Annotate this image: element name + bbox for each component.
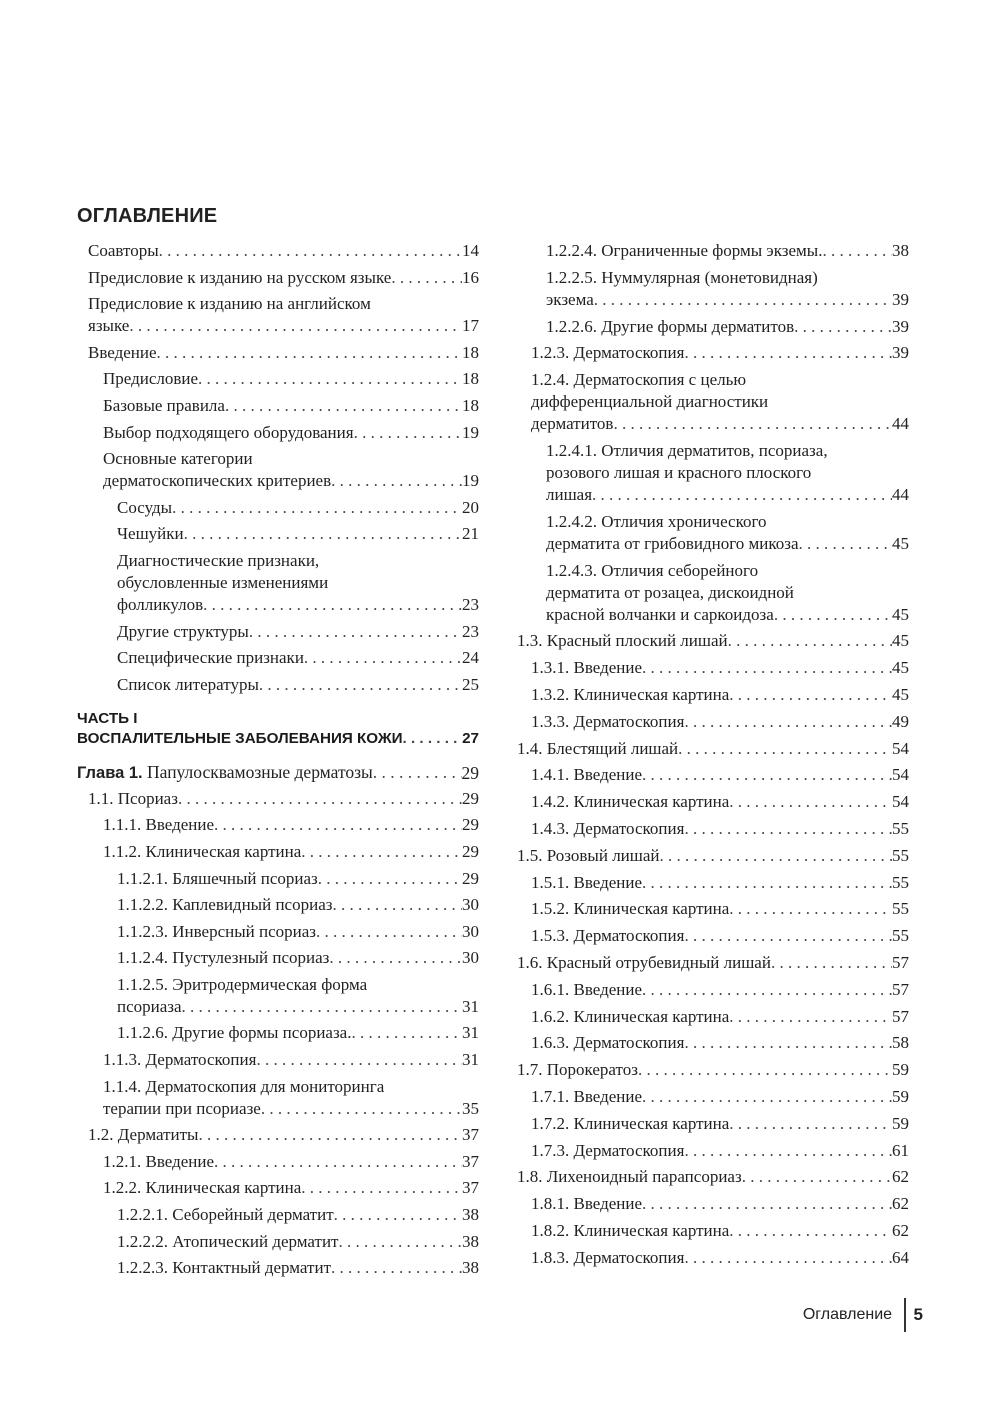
page-ref: 27	[462, 729, 479, 747]
dot-leader	[613, 413, 892, 435]
chapter-label: Глава 1.	[77, 763, 143, 782]
entry-title: лишая	[546, 484, 593, 504]
page-ref: 31	[462, 1023, 479, 1043]
entry-title: 1.2.4. Дерматоскопия с целью	[531, 370, 747, 390]
page-ref: 38	[462, 1205, 479, 1225]
dot-leader	[304, 647, 462, 669]
entry-title: 1.1.1. Введение	[103, 815, 215, 835]
toc-entry[interactable]	[77, 868, 479, 890]
entry-title: псориаза	[117, 996, 182, 1016]
entry-title: 1.8. Лихеноидный парапсориаз	[517, 1167, 742, 1187]
dot-leader	[729, 1006, 892, 1028]
dot-leader	[642, 764, 892, 786]
entry-title: 1.2.2.1. Себорейный дерматит	[117, 1205, 334, 1225]
entry-title: 1.8.2. Клиническая картина	[531, 1220, 730, 1240]
page-ref: 37	[462, 1178, 479, 1198]
entry-title: 1.6.2. Клиническая картина	[531, 1006, 730, 1026]
entry-title: 1.5.3. Дерматоскопия	[531, 926, 685, 946]
toc-entry[interactable]	[517, 240, 909, 262]
entry-title: Предисловие	[103, 369, 199, 389]
entry-title: терапии при псориазе	[103, 1098, 261, 1118]
toc-entry[interactable]	[77, 1204, 479, 1226]
dot-leader	[642, 1193, 892, 1215]
toc-entry[interactable]	[77, 947, 479, 969]
page-ref: 38	[462, 1258, 479, 1278]
toc-entry[interactable]	[517, 316, 909, 338]
page-ref: 18	[462, 342, 479, 362]
toc-column-right	[517, 240, 909, 1274]
entry-title: 1.7.1. Введение	[531, 1086, 643, 1106]
toc-entry[interactable]	[77, 293, 479, 337]
running-footer	[803, 1298, 923, 1332]
toc-entry[interactable]	[77, 342, 479, 364]
dot-leader	[660, 845, 892, 867]
entry-title: Предисловие к изданию на английском	[88, 294, 371, 314]
page-ref: 23	[462, 594, 479, 614]
dot-leader	[729, 791, 892, 813]
toc-entry[interactable]	[517, 764, 909, 786]
dot-leader	[742, 1166, 892, 1188]
toc-entry[interactable]	[77, 1257, 479, 1279]
dot-leader	[182, 996, 462, 1018]
toc-entry[interactable]	[77, 497, 479, 519]
toc-entry[interactable]	[517, 342, 909, 364]
entry-title: фолликулов	[117, 594, 204, 614]
toc-entry[interactable]	[77, 788, 479, 810]
dot-leader	[642, 872, 892, 894]
entry-title: Чешуйки	[117, 524, 184, 544]
toc-entry[interactable]	[517, 1140, 909, 1162]
entry-title: 1.2.2.2. Атопический дерматит	[117, 1231, 339, 1251]
dot-leader	[678, 738, 892, 760]
page-ref: 49	[892, 711, 909, 731]
chapter-title: Папулосквамозные дерматозы	[147, 761, 373, 782]
entry-title: 1.1.3. Дерматоскопия	[103, 1050, 257, 1070]
entry-title: 1.2.2. Клиническая картина	[103, 1178, 302, 1198]
part-title-line: ЧАСТЬ I	[77, 709, 138, 727]
page-ref: 54	[892, 738, 909, 758]
dot-leader	[259, 674, 462, 696]
dot-leader	[684, 925, 892, 947]
footer-label: Оглавление	[802, 1306, 893, 1323]
dot-leader	[391, 267, 462, 289]
page-ref: 54	[892, 792, 909, 812]
page-ref: 54	[892, 765, 909, 785]
entry-title: 1.4.1. Введение	[531, 765, 643, 785]
entry-title: 1.2.4.3. Отличия себорейного	[546, 560, 759, 580]
dot-leader	[794, 316, 892, 338]
dot-leader	[642, 1086, 892, 1108]
page-ref: 59	[892, 1086, 909, 1106]
page-ref: 18	[462, 395, 479, 415]
entry-title: 1.7. Порокератоз	[517, 1060, 638, 1080]
toc-entry[interactable]	[517, 1220, 909, 1242]
entry-title: обусловленные изменениями	[117, 572, 329, 592]
dot-leader	[354, 422, 462, 444]
dot-leader	[178, 788, 462, 810]
toc-entry[interactable]	[517, 267, 909, 311]
toc-entry[interactable]	[517, 1032, 909, 1054]
page-ref: 61	[892, 1140, 909, 1160]
toc-entry[interactable]	[517, 440, 909, 506]
toc-entry[interactable]	[517, 925, 909, 947]
page-ref: 25	[462, 674, 479, 694]
dot-leader	[642, 979, 892, 1001]
toc-entry[interactable]	[517, 560, 909, 626]
dot-leader	[642, 657, 892, 679]
page-ref: 58	[892, 1033, 909, 1053]
page-ref: 31	[462, 1050, 479, 1070]
entry-title: 1.8.3. Дерматоскопия	[531, 1247, 685, 1267]
entry-title: 1.4.2. Клиническая картина	[531, 792, 730, 812]
dot-leader	[214, 814, 462, 836]
dot-leader	[684, 1032, 892, 1054]
page-ref: 37	[462, 1125, 479, 1145]
toc-entry[interactable]	[77, 974, 479, 1018]
toc-entry[interactable]	[517, 898, 909, 920]
toc-entry[interactable]	[517, 1113, 909, 1135]
dot-leader	[351, 1022, 462, 1044]
entry-title: дерматита от грибовидного микоза	[546, 533, 799, 553]
dot-leader	[301, 1177, 462, 1199]
entry-title: 1.3.1. Введение	[531, 658, 643, 678]
page-ref: 20	[462, 497, 479, 517]
page-ref: 62	[892, 1167, 909, 1187]
dot-leader	[684, 342, 892, 364]
entry-title: 1.4.3. Дерматоскопия	[531, 818, 685, 838]
toc-entry[interactable]	[517, 1059, 909, 1081]
toc-entry[interactable]	[77, 1076, 479, 1120]
page-ref: 62	[892, 1220, 909, 1240]
entry-title: 1.1.2.6. Другие формы псориаза.	[117, 1023, 352, 1043]
entry-title: Список литературы	[117, 674, 259, 694]
page-ref: 19	[462, 422, 479, 442]
toc-entry[interactable]	[517, 684, 909, 706]
toc-entry[interactable]	[517, 1086, 909, 1108]
page-ref: 45	[892, 631, 909, 651]
page-ref: 45	[892, 533, 909, 553]
dot-leader	[331, 470, 462, 492]
dot-leader	[799, 533, 892, 555]
entry-title: 1.5.2. Клиническая картина	[531, 899, 730, 919]
dot-leader	[318, 868, 462, 890]
dot-leader	[332, 894, 462, 916]
page-ref: 55	[892, 872, 909, 892]
page-ref: 21	[462, 524, 479, 544]
entry-title: 1.6. Красный отрубевидный лишай	[517, 952, 771, 972]
entry-title: языке	[88, 316, 130, 336]
page-ref: 23	[462, 621, 479, 641]
page-ref: 16	[462, 267, 479, 287]
toc-entry[interactable]	[517, 1247, 909, 1269]
toc-entry[interactable]	[77, 422, 479, 444]
dot-leader	[159, 240, 462, 262]
toc-entry[interactable]	[517, 1193, 909, 1215]
toc-entry[interactable]	[517, 369, 909, 435]
entry-title: 1.7.3. Дерматоскопия	[531, 1140, 685, 1160]
entry-title: 1.2.2.4. Ограниченные формы экземы.	[546, 241, 823, 260]
page-ref: 38	[462, 1231, 479, 1251]
toc-entry[interactable]	[77, 1022, 479, 1044]
dot-leader	[329, 947, 462, 969]
entry-title: 1.5. Розовый лишай	[517, 845, 660, 865]
page-ref: 39	[892, 343, 909, 363]
page-ref: 37	[462, 1151, 479, 1171]
entry-title: 1.2.2.3. Контактный дерматит	[117, 1258, 331, 1278]
dot-leader	[774, 604, 892, 626]
entry-title: 1.8.1. Введение	[531, 1194, 643, 1214]
toc-entry[interactable]	[77, 550, 479, 616]
entry-title: Базовые правила	[103, 395, 225, 415]
entry-title: дерматоскопических критериев	[103, 471, 332, 491]
dot-leader	[594, 289, 892, 311]
entry-title: Другие структуры	[117, 621, 249, 641]
toc-entry[interactable]	[77, 1151, 479, 1173]
page-ref: 35	[462, 1098, 479, 1118]
toc-entry[interactable]	[517, 952, 909, 974]
entry-title: 1.1.2.5. Эритродермическая форма	[117, 974, 368, 994]
page-ref: 59	[892, 1113, 909, 1133]
entry-title: дерматита от розацеа, дискоидной	[546, 582, 794, 602]
page-ref: 55	[892, 845, 909, 865]
entry-title: экзема	[546, 289, 594, 309]
dot-leader	[684, 711, 892, 733]
page-ref: 18	[462, 369, 479, 389]
toc-entry[interactable]	[517, 738, 909, 760]
dot-leader	[592, 484, 892, 506]
dot-leader	[256, 1049, 462, 1071]
dot-leader	[334, 1204, 462, 1226]
entry-title: Выбор подходящего оборудования	[103, 422, 354, 442]
entry-title: Введение	[88, 342, 157, 362]
toc-entry[interactable]	[517, 1006, 909, 1028]
entry-title: 1.2.4.1. Отличия дерматитов, псориаза,	[546, 440, 828, 460]
toc-entry[interactable]	[77, 1049, 479, 1071]
page-ref: 57	[892, 952, 909, 972]
entry-title: Основные категории	[103, 449, 253, 469]
page-ref: 55	[892, 926, 909, 946]
dot-leader	[198, 368, 462, 390]
dot-leader	[198, 1124, 462, 1146]
entry-title: дифференциальной диагностики	[531, 392, 769, 412]
page-ref: 29	[461, 762, 479, 783]
dot-leader	[638, 1059, 892, 1081]
entry-title: красной волчанки и саркоидоза	[546, 604, 774, 624]
entry-title: 1.6.3. Дерматоскопия	[531, 1033, 685, 1053]
entry-title: 1.3.2. Клиническая картина	[531, 684, 730, 704]
page-ref: 30	[462, 895, 479, 915]
part-title-line: ВОСПАЛИТЕЛЬНЫЕ ЗАБОЛЕВАНИЯ КОЖИ	[77, 729, 403, 747]
page-ref: 45	[892, 604, 909, 624]
toc-entry[interactable]	[517, 791, 909, 813]
entry-title: 1.2.2.6. Другие формы дерматитов	[546, 316, 795, 336]
entry-title: 1.1.4. Дерматоскопия для мониторинга	[103, 1076, 385, 1096]
toc-entry[interactable]	[517, 818, 909, 840]
entry-title: дерматитов	[531, 414, 614, 434]
page-ref: 29	[462, 868, 479, 888]
dot-leader	[684, 1247, 892, 1269]
dot-leader	[261, 1098, 462, 1120]
dot-leader	[684, 818, 892, 840]
entry-title: 1.4. Блестящий лишай	[517, 738, 679, 758]
dot-leader	[684, 1140, 892, 1162]
entry-title: 1.3.3. Дерматоскопия	[531, 711, 685, 731]
footer-divider	[904, 1298, 906, 1332]
page-ref: 38	[892, 241, 909, 260]
page-ref: 31	[462, 996, 479, 1016]
page-ref: 44	[892, 484, 909, 504]
dot-leader	[728, 630, 892, 652]
toc-entry[interactable]	[77, 921, 479, 943]
page-ref: 59	[892, 1060, 909, 1080]
toc-entry[interactable]	[77, 448, 479, 492]
dot-leader	[771, 952, 892, 974]
entry-title: Соавторы	[88, 241, 159, 260]
toc-column-left	[77, 240, 479, 1284]
toc-entry[interactable]	[77, 621, 479, 643]
dot-leader	[172, 497, 462, 519]
page-heading: ОГЛАВЛЕНИЕ	[77, 205, 218, 227]
entry-title: розового лишая и красного плоского	[546, 462, 812, 482]
page-ref: 62	[892, 1194, 909, 1214]
page-ref: 55	[892, 818, 909, 838]
toc-entry[interactable]	[77, 395, 479, 417]
page-number: 5	[913, 1305, 923, 1324]
entry-title: 1.7.2. Клиническая картина	[531, 1113, 730, 1133]
dot-leader	[729, 1113, 892, 1135]
page-ref: 44	[892, 414, 909, 434]
entry-title: Специфические признаки	[117, 648, 304, 668]
toc-entry[interactable]	[77, 1177, 479, 1199]
toc-entry[interactable]	[77, 1124, 479, 1146]
toc-entry[interactable]	[77, 368, 479, 390]
page-ref: 39	[892, 316, 909, 336]
dot-leader	[301, 841, 462, 863]
page-ref: 45	[892, 658, 909, 678]
entry-title: 1.5.1. Введение	[531, 872, 643, 892]
entry-title: 1.1.2.2. Каплевидный псориаз	[117, 895, 333, 915]
entry-title: Диагностические признаки,	[117, 550, 320, 570]
toc-entry[interactable]	[77, 267, 479, 289]
chapter-entry[interactable]	[77, 761, 479, 784]
page-ref: 39	[892, 289, 909, 309]
page-ref: 14	[462, 241, 479, 260]
page-ref: 55	[892, 899, 909, 919]
entry-title: 1.2.1. Введение	[103, 1151, 215, 1171]
dot-leader	[729, 684, 892, 706]
entry-title: 1.2.3. Дерматоскопия	[531, 343, 685, 363]
toc-entry[interactable]	[517, 845, 909, 867]
dot-leader	[157, 342, 462, 364]
dot-leader	[403, 729, 463, 749]
entry-title: 1.2.2.5. Нуммулярная (монетовидная)	[546, 267, 818, 287]
page-ref: 30	[462, 948, 479, 968]
dot-leader	[225, 395, 462, 417]
toc-entry[interactable]	[517, 511, 909, 555]
page-ref: 29	[462, 815, 479, 835]
dot-leader	[249, 621, 462, 643]
toc-entry[interactable]	[517, 630, 909, 652]
entry-title: 1.3. Красный плоский лишай	[517, 631, 728, 651]
dot-leader	[129, 315, 462, 337]
dot-leader	[339, 1231, 463, 1253]
dot-leader	[184, 523, 462, 545]
part-heading[interactable]	[77, 709, 479, 749]
page-ref: 64	[892, 1247, 909, 1267]
toc-entry[interactable]	[77, 1231, 479, 1253]
dot-leader	[316, 921, 462, 943]
toc-entry[interactable]	[517, 979, 909, 1001]
entry-title: 1.1.2.4. Пустулезный псориаз	[117, 948, 330, 968]
toc-entry[interactable]	[517, 872, 909, 894]
dot-leader	[331, 1257, 462, 1279]
toc-entry[interactable]	[517, 657, 909, 679]
toc-entry[interactable]	[517, 1166, 909, 1188]
toc-entry[interactable]	[77, 894, 479, 916]
toc-entry[interactable]	[77, 647, 479, 669]
toc-entry[interactable]	[517, 711, 909, 733]
entry-title: 1.1.2.3. Инверсный псориаз	[117, 921, 317, 941]
entry-title: 1.1.2.1. Бляшечный псориаз	[117, 868, 318, 888]
page-ref: 57	[892, 1006, 909, 1026]
toc-entry[interactable]	[77, 523, 479, 545]
dot-leader	[729, 1220, 892, 1242]
toc-entry[interactable]	[77, 674, 479, 696]
entry-title: 1.1. Псориаз	[88, 788, 178, 808]
page-ref: 29	[462, 788, 479, 808]
page-ref: 17	[462, 316, 479, 336]
toc-entry[interactable]	[77, 841, 479, 863]
dot-leader	[822, 240, 892, 262]
entry-title: Сосуды	[117, 497, 173, 517]
entry-title: 1.1.2. Клиническая картина	[103, 841, 302, 861]
dot-leader	[729, 898, 892, 920]
dot-leader	[373, 761, 462, 784]
entry-title: 1.6.1. Введение	[531, 979, 643, 999]
page-ref: 19	[462, 471, 479, 491]
toc-entry[interactable]	[77, 240, 479, 262]
page-ref: 24	[462, 648, 479, 668]
page-ref: 30	[462, 921, 479, 941]
dot-leader	[203, 594, 462, 616]
entry-title: 1.2.4.2. Отличия хронического	[546, 511, 767, 531]
dot-leader	[214, 1151, 462, 1173]
entry-title: 1.2. Дерматиты	[88, 1125, 199, 1145]
page-ref: 45	[892, 684, 909, 704]
page-ref: 29	[462, 841, 479, 861]
entry-title: Предисловие к изданию на русском языке	[88, 267, 392, 287]
toc-entry[interactable]	[77, 814, 479, 836]
page-ref: 57	[892, 979, 909, 999]
